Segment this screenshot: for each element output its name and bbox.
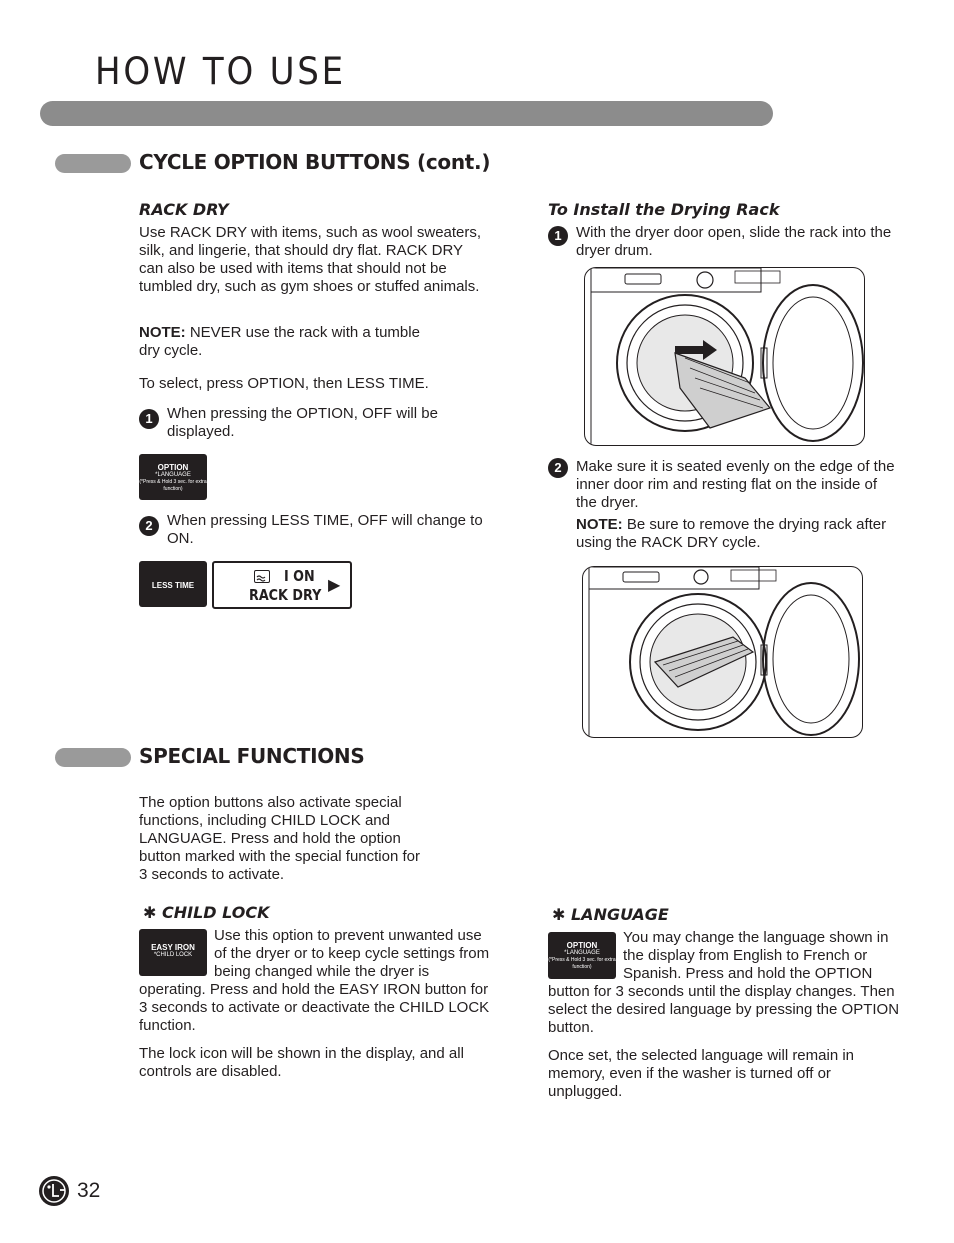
display-panel bbox=[212, 561, 352, 609]
language-option-button-label: OPTION bbox=[566, 941, 598, 950]
child-lock-title: CHILD LOCK bbox=[161, 903, 270, 922]
option-button-label: OPTION bbox=[157, 463, 189, 472]
less-time-button-image bbox=[139, 561, 207, 607]
easy-iron-button-label: EASY IRON bbox=[151, 943, 195, 952]
install-step-number-1: 1 bbox=[548, 226, 568, 246]
section-pill-cycle-options bbox=[55, 154, 131, 173]
language-description: You may change the language shown in the display from English to French or Spanish. Press and hold the OPTION button for 3 seconds until the display changes. Then select the desired language by pressing the OPTION button. bbox=[548, 929, 900, 1036]
dryer-rack-seated-illustration bbox=[582, 566, 863, 738]
install-note-label: NOTE: bbox=[576, 516, 623, 533]
note-text: NEVER use the rack with a tumble dry cycle. bbox=[139, 324, 420, 359]
rack-dry-note bbox=[139, 324, 439, 360]
install-note-text: Be sure to remove the drying rack after using the RACK DRY cycle. bbox=[576, 516, 887, 551]
step-number-1: 1 bbox=[139, 409, 159, 429]
install-step2-text: Make sure it is seated evenly on the edge of the inner door rim and resting flat on the inside of the dryer. bbox=[576, 458, 895, 511]
display-cycle-text: RACK DRY bbox=[249, 586, 322, 604]
section-heading-text: CYCLE OPTION BUTTONS bbox=[139, 150, 411, 174]
child-lock-description: Use this option to prevent unwanted use of the dryer or to keep cycle settings from being changed while the dryer is operating. Press and hold the EASY IRON button for 3 seconds to activate or deactivate the CHILD LOCK function. bbox=[139, 927, 490, 1034]
play-arrow-icon: ▶ bbox=[328, 577, 341, 594]
install-step1-text: With the dryer door open, slide the rack into the dryer drum. bbox=[576, 224, 892, 259]
option-button-image bbox=[139, 454, 207, 500]
language-text bbox=[548, 929, 904, 1037]
install-step-number-2: 2 bbox=[548, 458, 568, 478]
language-title: LANGUAGE bbox=[570, 905, 669, 924]
text-wrap-spacer bbox=[139, 927, 214, 981]
rack-dry-icon bbox=[254, 570, 270, 583]
language-memory-info: Once set, the selected language will remain in memory, even if the washer is turned off or unplugged. bbox=[548, 1047, 855, 1100]
install-note bbox=[576, 516, 896, 552]
page-number: 32 bbox=[77, 1179, 101, 1202]
display-status-text: I ON bbox=[284, 567, 315, 585]
special-functions-intro: The option buttons also activate special functions, including CHILD LOCK and LANGUAGE. Press and hold the option button marked with the special function for 3 seconds to activate. bbox=[139, 794, 420, 883]
easy-iron-button-sublabel: *CHILD LOCK bbox=[153, 952, 193, 958]
asterisk-icon: ✱ bbox=[143, 903, 157, 922]
language-option-button-sublabel: *LANGUAGE bbox=[564, 950, 600, 956]
child-lock-lock-info: The lock icon will be shown in the display, and all controls are disabled. bbox=[139, 1045, 464, 1080]
section-pill-special-functions bbox=[55, 748, 131, 767]
rack-dry-step1-text: When pressing the OPTION, OFF will be displayed. bbox=[167, 405, 438, 440]
asterisk-icon: ✱ bbox=[552, 905, 566, 924]
lg-logo-icon bbox=[38, 1175, 70, 1207]
language-option-button-hint: (*Press & Hold 3 sec. for extra function) bbox=[548, 957, 616, 970]
rack-dry-description: Use RACK DRY with items, such as wool sweaters, silk, and lingerie, that should dry flat. RACK DRY can also be used with items that should not be tumbled dry, such as gym shoes or stuffed animals. bbox=[139, 224, 482, 295]
section-heading-special-functions: SPECIAL FUNCTIONS bbox=[139, 744, 365, 768]
language-heading bbox=[552, 905, 669, 924]
section-heading-suffix: (cont.) bbox=[417, 150, 491, 174]
rack-dry-heading: RACK DRY bbox=[139, 200, 229, 219]
rack-dry-select-text: To select, press OPTION, then LESS TIME. bbox=[139, 375, 429, 392]
less-time-button-label: LESS TIME bbox=[151, 581, 195, 590]
note-label: NOTE: bbox=[139, 324, 186, 341]
child-lock-text bbox=[139, 927, 494, 1035]
text-wrap-spacer bbox=[548, 929, 623, 983]
dryer-rack-insert-illustration bbox=[584, 267, 865, 446]
page-title: HOW TO USE bbox=[95, 50, 346, 93]
step-number-2: 2 bbox=[139, 516, 159, 536]
rack-dry-step2-text: When pressing LESS TIME, OFF will change to ON. bbox=[167, 512, 483, 547]
title-bar bbox=[40, 101, 773, 126]
option-button-sublabel: *LANGUAGE bbox=[155, 472, 191, 478]
child-lock-heading bbox=[143, 903, 269, 922]
install-rack-heading: To Install the Drying Rack bbox=[548, 200, 780, 219]
option-button-hint: (*Press & Hold 3 sec. for extra function) bbox=[139, 479, 207, 492]
section-heading-cycle-options bbox=[139, 150, 490, 174]
